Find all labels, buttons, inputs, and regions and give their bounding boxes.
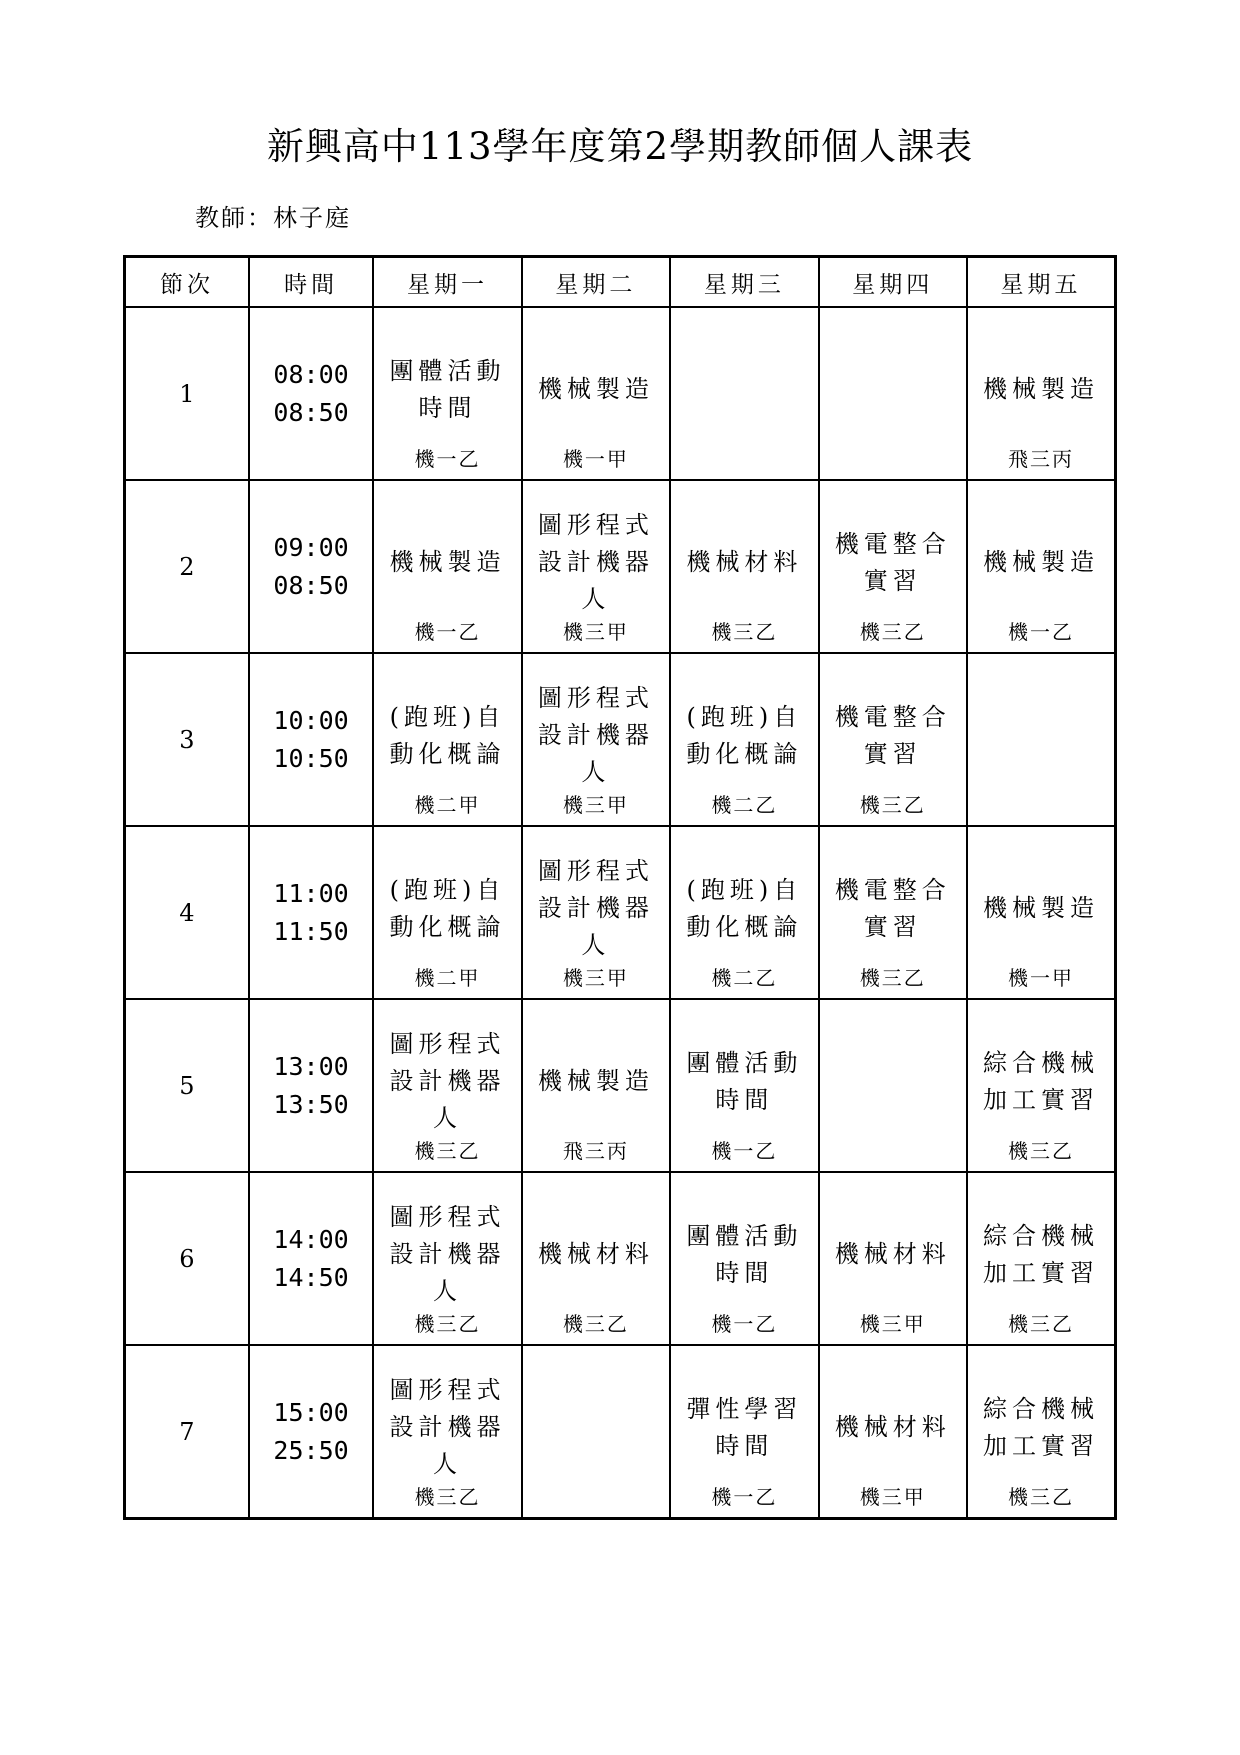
classroom-name: 機二乙	[711, 793, 778, 817]
subject-name: 團體活動時間	[389, 356, 506, 422]
subject-name: 圖形程式設計機器人	[537, 511, 654, 613]
subject-name: 團體活動時間	[686, 1221, 803, 1287]
class-cell	[373, 307, 521, 480]
class-cell	[670, 999, 818, 1172]
class-cell	[819, 826, 967, 999]
table-row	[125, 826, 1116, 999]
class-cell	[373, 826, 521, 999]
subject-name: 圖形程式設計機器人	[537, 857, 654, 959]
period-cell	[125, 1345, 249, 1519]
subject-name: 圖形程式設計機器人	[389, 1030, 506, 1132]
classroom-name: 機三甲	[859, 1312, 926, 1336]
class-cell	[967, 1345, 1116, 1519]
class-cell	[967, 480, 1116, 653]
header-wednesday: 星期三	[670, 257, 818, 308]
classroom-name: 機一乙	[711, 1485, 778, 1509]
classroom-name: 機三甲	[562, 620, 629, 644]
period-cell	[125, 999, 249, 1172]
classroom-name: 機二乙	[711, 966, 778, 990]
period-number: 7	[179, 1417, 195, 1446]
classroom-name: 機三乙	[1008, 1312, 1074, 1336]
time-cell	[249, 653, 373, 826]
class-cell	[967, 653, 1116, 826]
classroom-name: 機三乙	[859, 793, 926, 817]
classroom-name: 機一乙	[414, 447, 481, 471]
time-cell	[249, 999, 373, 1172]
class-cell	[373, 1172, 521, 1345]
subject-name: 機械製造	[983, 548, 1099, 576]
class-cell	[670, 480, 818, 653]
class-cell	[967, 1172, 1116, 1345]
subject-name: 機械製造	[537, 375, 654, 403]
table-row	[125, 999, 1116, 1172]
subject-name: (跑班)自動化概論	[686, 702, 803, 768]
period-number: 3	[179, 725, 195, 754]
schedule-table	[123, 255, 1117, 1520]
time-start: 10:00	[273, 705, 349, 735]
classroom-name: 機一乙	[1008, 620, 1074, 644]
classroom-name: 機三乙	[1008, 1139, 1074, 1163]
header-tuesday: 星期二	[522, 257, 670, 308]
subject-name: 綜合機械加工實習	[983, 1048, 1099, 1114]
time-start: 11:00	[273, 878, 349, 908]
classroom-name: 機三甲	[562, 966, 629, 990]
subject-name: 機械製造	[983, 375, 1099, 403]
period-number: 6	[179, 1244, 195, 1273]
subject-name: 機械材料	[834, 1413, 951, 1441]
time-end: 10:50	[273, 743, 349, 773]
subject-name: 機械材料	[537, 1240, 654, 1268]
header-monday: 星期一	[373, 257, 521, 308]
subject-name: (跑班)自動化概論	[389, 875, 506, 941]
subject-name: 團體活動時間	[686, 1048, 803, 1114]
classroom-name: 機三乙	[859, 620, 926, 644]
subject-name: 機械材料	[834, 1240, 951, 1268]
subject-name: 綜合機械加工實習	[983, 1221, 1099, 1287]
classroom-name: 機三乙	[414, 1139, 481, 1163]
subject-name: 機械製造	[537, 1067, 654, 1095]
period-cell	[125, 826, 249, 999]
classroom-name: 機二甲	[414, 966, 481, 990]
page-title: 新興高中113學年度第2學期教師個人課表	[266, 125, 974, 168]
header-period: 節次	[125, 257, 249, 308]
subject-name: (跑班)自動化概論	[686, 875, 803, 941]
classroom-name: 機三乙	[859, 966, 926, 990]
classroom-name: 機三乙	[414, 1485, 481, 1509]
period-cell	[125, 653, 249, 826]
classroom-name: 機三甲	[859, 1485, 926, 1509]
classroom-name: 飛三丙	[1008, 447, 1074, 471]
period-cell	[125, 480, 249, 653]
time-cell	[249, 1172, 373, 1345]
time-end: 08:50	[273, 570, 349, 600]
period-number: 1	[179, 379, 195, 408]
class-cell	[819, 480, 967, 653]
time-start: 15:00	[273, 1397, 349, 1427]
subject-name: 機電整合實習	[834, 702, 951, 768]
classroom-name: 機二甲	[414, 793, 481, 817]
subject-name: 機械製造	[389, 548, 506, 576]
period-number: 2	[179, 552, 195, 581]
subject-name: 圖形程式設計機器人	[537, 684, 654, 786]
header-row	[125, 257, 1116, 308]
classroom-name: 機一乙	[711, 1139, 778, 1163]
class-cell	[967, 999, 1116, 1172]
table-row	[125, 307, 1116, 480]
class-cell	[670, 307, 818, 480]
time-cell	[249, 480, 373, 653]
class-cell	[819, 1345, 967, 1519]
subject-name: 機械材料	[686, 548, 803, 576]
class-cell	[522, 1172, 670, 1345]
class-cell	[819, 307, 967, 480]
class-cell	[819, 653, 967, 826]
classroom-name: 機三乙	[711, 620, 778, 644]
time-start: 14:00	[273, 1224, 349, 1254]
subject-name: 機電整合實習	[834, 875, 951, 941]
table-row	[125, 480, 1116, 653]
subject-name: 機械製造	[983, 894, 1099, 922]
period-cell	[125, 307, 249, 480]
class-cell	[373, 1345, 521, 1519]
class-cell	[967, 307, 1116, 480]
class-cell	[522, 999, 670, 1172]
class-cell	[373, 480, 521, 653]
class-cell	[670, 1345, 818, 1519]
time-cell	[249, 1345, 373, 1519]
table-row	[125, 1345, 1116, 1519]
subject-name: 彈性學習時間	[686, 1394, 803, 1460]
period-number: 4	[179, 898, 195, 927]
classroom-name: 機三乙	[562, 1312, 629, 1336]
classroom-name: 機一甲	[562, 447, 629, 471]
time-end: 13:50	[273, 1089, 349, 1119]
class-cell	[373, 653, 521, 826]
time-start: 09:00	[273, 532, 349, 562]
table-row	[125, 1172, 1116, 1345]
time-end: 14:50	[273, 1262, 349, 1292]
class-cell	[522, 826, 670, 999]
subject-name: 圖形程式設計機器人	[389, 1203, 506, 1305]
class-cell	[522, 307, 670, 480]
header-time: 時間	[249, 257, 373, 308]
header-thursday: 星期四	[819, 257, 967, 308]
class-cell	[670, 653, 818, 826]
table-row	[125, 653, 1116, 826]
classroom-name: 飛三丙	[562, 1139, 629, 1163]
class-cell	[522, 653, 670, 826]
classroom-name: 機三乙	[1008, 1485, 1074, 1509]
classroom-name: 機一甲	[1008, 966, 1074, 990]
time-cell	[249, 307, 373, 480]
classroom-name: 機一乙	[414, 620, 481, 644]
period-number: 5	[179, 1071, 195, 1100]
subject-name: (跑班)自動化概論	[389, 702, 506, 768]
class-cell	[373, 999, 521, 1172]
classroom-name: 機三甲	[562, 793, 629, 817]
class-cell	[670, 826, 818, 999]
subject-name: 綜合機械加工實習	[983, 1394, 1099, 1460]
subject-name: 機電整合實習	[834, 529, 951, 595]
class-cell	[819, 1172, 967, 1345]
classroom-name: 機一乙	[711, 1312, 778, 1336]
time-end: 11:50	[273, 916, 349, 946]
classroom-name: 機三乙	[414, 1312, 481, 1336]
time-end: 25:50	[273, 1435, 349, 1465]
period-cell	[125, 1172, 249, 1345]
time-cell	[249, 826, 373, 999]
time-end: 08:50	[273, 397, 349, 427]
subject-name: 圖形程式設計機器人	[389, 1376, 506, 1478]
header-friday: 星期五	[967, 257, 1116, 308]
class-cell	[670, 1172, 818, 1345]
teacher-label: 教師：林子庭	[195, 204, 351, 232]
class-cell	[967, 826, 1116, 999]
time-start: 13:00	[273, 1051, 349, 1081]
class-cell	[819, 999, 967, 1172]
time-start: 08:00	[273, 359, 349, 389]
class-cell	[522, 480, 670, 653]
class-cell	[522, 1345, 670, 1519]
